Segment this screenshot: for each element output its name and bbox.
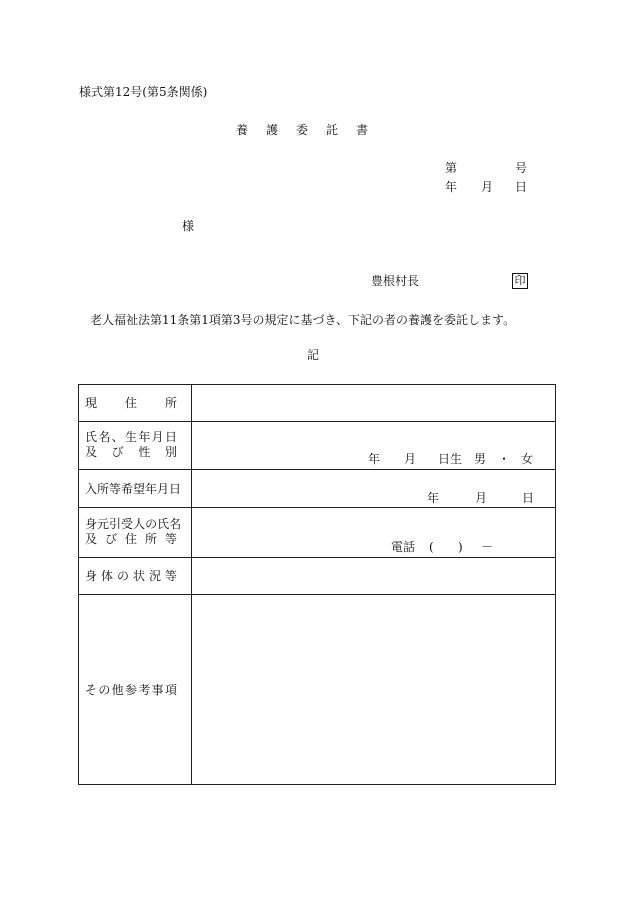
label-char: 及: [85, 445, 98, 459]
sex-male-option[interactable]: 男: [474, 452, 487, 466]
title-char: 養: [236, 123, 249, 137]
label-char: 身: [85, 517, 98, 531]
admission-day-label: 日: [522, 491, 535, 505]
admission-year-label: 年: [427, 491, 440, 505]
guarantor-field[interactable]: [192, 508, 556, 558]
birth-month-label: 月: [404, 452, 417, 466]
label-char: 及: [85, 532, 98, 546]
birth-year-label: 年: [368, 452, 381, 466]
table-row: [79, 508, 556, 558]
table-row: [79, 422, 556, 470]
label-char: の: [116, 569, 129, 583]
title-char: 委: [296, 123, 309, 137]
label-char: 年: [138, 430, 151, 444]
label-char: 氏: [157, 517, 170, 531]
label-char: 名: [98, 430, 111, 444]
label-char: 、: [111, 430, 124, 444]
seal-mark: 印: [512, 273, 528, 289]
label-char: 所: [164, 396, 177, 410]
label-char: 事: [151, 683, 164, 697]
other-notes-field[interactable]: [192, 595, 556, 785]
name-birth-sex-field[interactable]: [192, 422, 556, 470]
label-cell: [79, 470, 192, 508]
physical-condition-field[interactable]: [192, 558, 556, 595]
admission-month-label: 月: [475, 491, 488, 505]
label-char: 性: [138, 445, 151, 459]
label-char: 生: [124, 430, 137, 444]
label-char: 日: [164, 430, 177, 444]
label-cell: [79, 385, 192, 422]
label-char: 身: [85, 569, 98, 583]
label-cell: [79, 558, 192, 595]
issue-date-year: 年: [445, 180, 458, 194]
phone-paren-open: (: [429, 540, 434, 554]
sex-separator: ・: [498, 452, 511, 466]
entrust-form-table: [78, 384, 556, 785]
phone-label: 電話: [391, 540, 416, 554]
issue-date-month: 月: [481, 180, 494, 194]
label-char: 受: [121, 517, 134, 531]
address-field[interactable]: [192, 385, 556, 422]
statement-text: 老人福祉法第11条第1項第3号の規定に基づき、下記の者の養護を委託します。: [90, 313, 516, 327]
document-title: [236, 124, 386, 136]
label-char: そ: [85, 683, 98, 697]
birth-day-label: 日生: [438, 452, 463, 466]
label-char: 引: [109, 517, 122, 531]
label-text: 入所等希望年月日: [85, 482, 182, 496]
label-char: 況: [148, 569, 161, 583]
label-cell: [79, 595, 192, 785]
label-char: 現: [85, 396, 98, 410]
label-char: 考: [138, 683, 151, 697]
label-cell: [79, 508, 192, 558]
doc-number-prefix: 第: [445, 161, 458, 175]
label-char: び: [104, 532, 117, 546]
label-char: の: [98, 683, 111, 697]
table-row: [79, 595, 556, 785]
label-char: 等: [164, 569, 177, 583]
phone-paren-close: ): [458, 540, 463, 554]
addressee-suffix: 様: [182, 219, 195, 233]
label-char: 体: [100, 569, 113, 583]
label-char: 人: [133, 517, 146, 531]
label-char: 月: [151, 430, 164, 444]
label-char: 元: [97, 517, 110, 531]
label-char: 名: [169, 517, 182, 531]
phone-dash: －: [481, 540, 494, 554]
label-char: 参: [124, 683, 137, 697]
title-char: 書: [356, 123, 369, 137]
table-row: [79, 558, 556, 595]
sex-female-option[interactable]: 女: [521, 452, 534, 466]
form-number: 様式第12号(第5条関係): [79, 85, 208, 99]
label-char: 等: [164, 532, 177, 546]
label-char: 状: [132, 569, 145, 583]
table-row: [79, 470, 556, 508]
label-char: 項: [164, 683, 177, 697]
issuer-name: 豊根村長: [371, 274, 420, 288]
label-char: の: [145, 517, 158, 531]
label-char: 他: [111, 683, 124, 697]
label-char: び: [111, 445, 124, 459]
title-char: 託: [326, 123, 339, 137]
label-char: 住: [124, 396, 137, 410]
ki-heading: 記: [307, 348, 320, 362]
label-char: 住: [124, 532, 137, 546]
doc-number-suffix: 号: [515, 161, 528, 175]
table-row: [79, 385, 556, 422]
label-char: 所: [144, 532, 157, 546]
issue-date-day: 日: [515, 180, 528, 194]
label-char: 氏: [85, 430, 98, 444]
desired-admission-date-field[interactable]: [192, 470, 556, 508]
title-char: 護: [266, 123, 279, 137]
label-cell: [79, 422, 192, 470]
label-char: 別: [164, 445, 177, 459]
